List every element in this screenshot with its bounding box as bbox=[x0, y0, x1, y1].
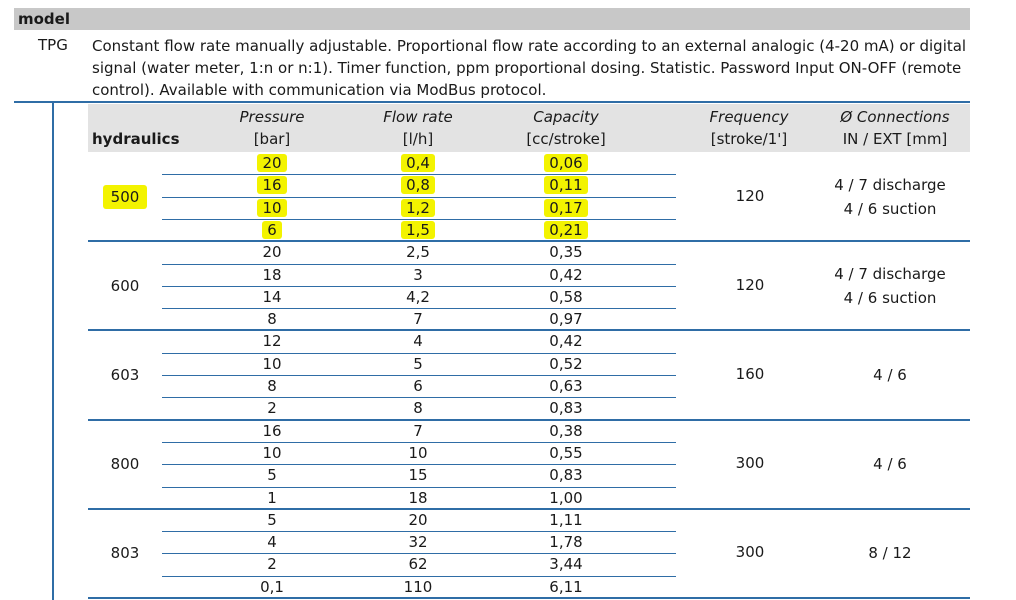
pressure-cell bbox=[212, 532, 332, 552]
flow-cell-value: 18 bbox=[408, 488, 428, 507]
connections-title: Ø Connections bbox=[840, 108, 950, 126]
capacity-cell-value: 0,55 bbox=[549, 443, 583, 462]
capacity-cell-value: 1,00 bbox=[549, 488, 583, 507]
pressure-cell-value: 8 bbox=[267, 310, 277, 329]
pressure-cell-value: 2 bbox=[267, 399, 277, 418]
model-number bbox=[90, 187, 160, 207]
pressure-cell bbox=[212, 265, 332, 285]
capacity-cell bbox=[506, 421, 626, 441]
pressure-cell bbox=[212, 398, 332, 418]
pressure-cell-value: 8 bbox=[267, 377, 277, 395]
flow-cell bbox=[358, 175, 478, 195]
model-heading-bar bbox=[14, 8, 970, 30]
capacity-cell bbox=[506, 488, 626, 508]
flow-cell bbox=[358, 265, 478, 285]
flow-cell-value: 5 bbox=[413, 354, 423, 373]
flow-cell bbox=[358, 532, 478, 552]
flow-cell-value: 62 bbox=[408, 555, 428, 574]
model-code: TPG bbox=[38, 36, 68, 54]
capacity-cell bbox=[506, 198, 626, 218]
connection-size: 4 / 6 bbox=[873, 366, 907, 384]
capacity-title: Capacity bbox=[533, 108, 599, 126]
capacity-cell-value: 0,83 bbox=[549, 399, 583, 418]
connection-size: 4 / 6 bbox=[873, 455, 907, 474]
pressure-cell bbox=[212, 465, 332, 485]
pressure-cell-value: 2 bbox=[267, 555, 277, 574]
capacity-cell-value: 0,06 bbox=[544, 154, 587, 172]
capacity-cell-value: 3,44 bbox=[549, 555, 583, 574]
capacity-cell-value: 0,52 bbox=[549, 354, 583, 373]
flow-cell bbox=[358, 331, 478, 351]
flow-cell bbox=[358, 488, 478, 508]
connection-suction: 4 / 6 suction bbox=[843, 288, 937, 307]
flow-cell-value: 7 bbox=[413, 421, 423, 440]
capacity-cell-value: 0,97 bbox=[549, 310, 583, 329]
pressure-cell-value: 16 bbox=[262, 421, 282, 440]
pressure-cell-value: 5 bbox=[267, 466, 277, 485]
pressure-cell bbox=[212, 220, 332, 240]
pressure-cell-value: 20 bbox=[257, 154, 286, 172]
capacity-cell bbox=[506, 465, 626, 485]
flow-cell bbox=[358, 554, 478, 574]
flow-cell-value: 6 bbox=[413, 377, 423, 395]
capacity-cell bbox=[506, 577, 626, 597]
flow-cell bbox=[358, 198, 478, 218]
flow-cell bbox=[358, 398, 478, 418]
capacity-cell-value: 0,63 bbox=[549, 377, 583, 395]
capacity-cell-value: 0,58 bbox=[549, 287, 583, 306]
capacity-cell-value: 0,35 bbox=[549, 243, 583, 262]
flow-cell-value: 110 bbox=[403, 577, 433, 596]
pressure-cell-value: 6 bbox=[262, 221, 282, 239]
flow-cell-value: 2,5 bbox=[406, 243, 430, 262]
pressure-cell bbox=[212, 331, 332, 351]
model-number bbox=[90, 543, 160, 563]
flow-cell-value: 20 bbox=[408, 510, 428, 529]
flow-title: Flow rate bbox=[383, 108, 453, 126]
capacity-cell-value: 0,11 bbox=[544, 176, 587, 194]
capacity-cell-value: 1,11 bbox=[549, 510, 583, 529]
pressure-cell bbox=[212, 488, 332, 508]
flow-cell bbox=[358, 421, 478, 441]
frequency-unit: [stroke/1'] bbox=[710, 130, 788, 148]
pressure-title: Pressure bbox=[239, 108, 305, 126]
pressure-cell bbox=[212, 153, 332, 173]
capacity-cell bbox=[506, 309, 626, 329]
group-divider bbox=[88, 597, 970, 599]
flow-cell-value: 4,2 bbox=[406, 287, 430, 306]
capacity-cell bbox=[506, 443, 626, 463]
capacity-cell-value: 0,83 bbox=[549, 466, 583, 485]
pressure-cell bbox=[212, 510, 332, 530]
capacity-cell bbox=[506, 287, 626, 307]
connection-suction: 4 / 6 suction bbox=[843, 199, 937, 218]
pressure-cell-value: 16 bbox=[257, 176, 286, 194]
flow-cell bbox=[358, 287, 478, 307]
capacity-cell bbox=[506, 220, 626, 240]
pressure-cell-value: 4 bbox=[267, 533, 277, 552]
capacity-cell bbox=[506, 532, 626, 552]
frequency-value: 300 bbox=[735, 543, 765, 562]
flow-cell-value: 15 bbox=[408, 466, 428, 485]
pressure-cell bbox=[212, 175, 332, 195]
model-number-value: 800 bbox=[110, 455, 140, 474]
flow-cell-value: 0,8 bbox=[401, 176, 435, 194]
flow-cell-value: 0,4 bbox=[401, 154, 435, 172]
flow-cell bbox=[358, 510, 478, 530]
capacity-cell-value: 0,21 bbox=[544, 221, 587, 239]
flow-cell-value: 3 bbox=[413, 265, 423, 284]
pressure-cell bbox=[212, 198, 332, 218]
model-number bbox=[90, 276, 160, 296]
flow-cell-value: 8 bbox=[413, 399, 423, 418]
flow-cell-value: 7 bbox=[413, 310, 423, 329]
capacity-header bbox=[498, 106, 634, 150]
top-rule bbox=[14, 101, 970, 103]
capacity-cell bbox=[506, 554, 626, 574]
pressure-cell bbox=[212, 443, 332, 463]
frequency-value: 120 bbox=[735, 186, 765, 205]
capacity-cell bbox=[506, 242, 626, 262]
capacity-unit: [cc/stroke] bbox=[526, 130, 606, 148]
left-rule bbox=[52, 102, 54, 600]
flow-cell bbox=[358, 354, 478, 374]
pressure-cell bbox=[212, 309, 332, 329]
flow-cell bbox=[358, 309, 478, 329]
connection-size: 8 / 12 bbox=[868, 544, 912, 563]
model-number-value: 603 bbox=[110, 366, 140, 384]
flow-header bbox=[358, 106, 478, 150]
frequency-value: 300 bbox=[735, 454, 765, 473]
pressure-header bbox=[212, 106, 332, 150]
capacity-cell-value: 6,11 bbox=[549, 577, 583, 596]
connections-unit: IN / EXT [mm] bbox=[842, 130, 948, 148]
pressure-cell-value: 10 bbox=[262, 443, 282, 462]
capacity-cell bbox=[506, 331, 626, 351]
pressure-cell-value: 10 bbox=[257, 199, 286, 217]
pressure-cell bbox=[212, 554, 332, 574]
capacity-cell-value: 0,42 bbox=[549, 332, 583, 351]
pressure-cell bbox=[212, 421, 332, 441]
pressure-cell bbox=[212, 354, 332, 374]
pressure-cell-value: 14 bbox=[262, 287, 282, 306]
model-number-value: 803 bbox=[110, 544, 140, 563]
connection-discharge: 4 / 7 discharge bbox=[834, 264, 946, 283]
pressure-unit: [bar] bbox=[253, 130, 291, 148]
flow-cell-value: 4 bbox=[413, 332, 423, 351]
connection-discharge: 4 / 7 discharge bbox=[834, 175, 946, 194]
model-number-value: 500 bbox=[103, 185, 148, 209]
flow-cell bbox=[358, 376, 478, 396]
pressure-cell bbox=[212, 577, 332, 597]
flow-cell bbox=[358, 153, 478, 173]
flow-cell-value: 10 bbox=[408, 443, 428, 462]
pressure-cell-value: 5 bbox=[267, 510, 277, 529]
model-description: Constant flow rate manually adjustable. Proportional flow rate according to an external analogic (4-20 mA) or digital signal (water meter, 1:n or n:1). Timer function, ppm proportional dosing. Statistic. Password Input ON-OFF (remote control). Available with communication via ModBus protocol. bbox=[92, 37, 967, 99]
pressure-cell bbox=[212, 242, 332, 262]
model-number-value: 600 bbox=[110, 276, 140, 295]
model-number bbox=[90, 365, 160, 385]
capacity-cell bbox=[506, 153, 626, 173]
flow-cell-value: 32 bbox=[408, 533, 428, 552]
pressure-cell-value: 20 bbox=[262, 243, 282, 262]
pressure-cell-value: 18 bbox=[262, 265, 282, 284]
pressure-cell-value: 12 bbox=[262, 332, 282, 351]
capacity-cell-value: 0,42 bbox=[549, 265, 583, 284]
frequency-title: Frequency bbox=[709, 108, 789, 126]
flow-cell bbox=[358, 443, 478, 463]
connections-header bbox=[820, 106, 970, 150]
pressure-cell-value: 0,1 bbox=[260, 577, 284, 596]
hydraulics-label: hydraulics bbox=[92, 130, 180, 148]
capacity-cell bbox=[506, 376, 626, 396]
pressure-cell-value: 1 bbox=[267, 488, 277, 507]
flow-cell bbox=[358, 465, 478, 485]
frequency-value: 160 bbox=[735, 365, 765, 383]
flow-cell-value: 1,5 bbox=[401, 221, 435, 239]
capacity-cell bbox=[506, 398, 626, 418]
capacity-cell-value: 0,17 bbox=[544, 199, 587, 217]
flow-cell bbox=[358, 242, 478, 262]
flow-cell bbox=[358, 577, 478, 597]
capacity-cell-value: 0,38 bbox=[549, 421, 583, 440]
capacity-cell bbox=[506, 354, 626, 374]
capacity-cell bbox=[506, 510, 626, 530]
capacity-cell-value: 1,78 bbox=[549, 533, 583, 552]
flow-unit: [l/h] bbox=[402, 130, 434, 148]
frequency-header bbox=[690, 106, 808, 150]
pressure-cell bbox=[212, 376, 332, 396]
model-number bbox=[90, 454, 160, 474]
capacity-cell bbox=[506, 175, 626, 195]
capacity-cell bbox=[506, 265, 626, 285]
pressure-cell bbox=[212, 287, 332, 307]
flow-cell-value: 1,2 bbox=[401, 199, 435, 217]
pressure-cell-value: 10 bbox=[262, 354, 282, 373]
model-heading: model bbox=[18, 10, 70, 28]
frequency-value: 120 bbox=[735, 275, 765, 294]
flow-cell bbox=[358, 220, 478, 240]
